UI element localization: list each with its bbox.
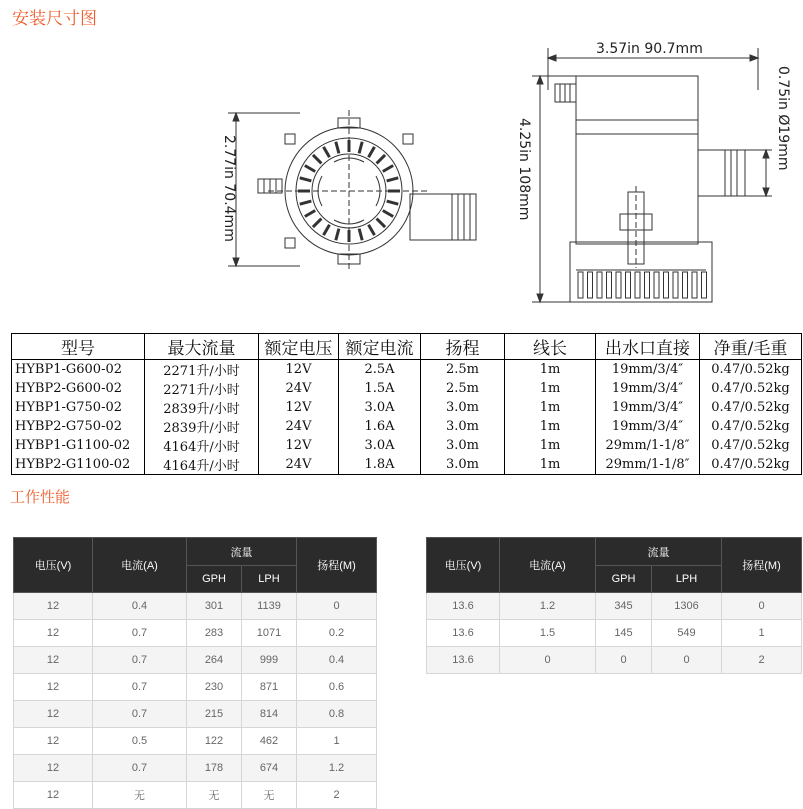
perf-header-gph: GPH (596, 566, 652, 593)
spec-header-cable: 线长 (505, 334, 596, 360)
spec-header-voltage: 额定电压 (259, 334, 339, 360)
perf-cell: 12 (14, 782, 93, 809)
performance-title: 工作性能 (10, 488, 71, 506)
perf-cell: 12 (14, 593, 93, 620)
spec-cell: HYBP2-G750-02 (12, 417, 145, 436)
spec-cell: HYBP2-G600-02 (12, 379, 145, 398)
spec-header-weight: 净重/毛重 (700, 334, 802, 360)
perf-cell: 0.8 (297, 701, 377, 728)
spec-cell: 1m (505, 398, 596, 417)
perf-cell: 1071 (242, 620, 297, 647)
perf-cell: 283 (187, 620, 242, 647)
perf-header-lph: LPH (242, 566, 297, 593)
perf-cell: 2 (722, 647, 802, 674)
spec-cell: 2271升/小时 (145, 360, 259, 380)
spec-cell: 0.47/0.52kg (700, 417, 802, 436)
spec-cell: HYBP1-G1100-02 (12, 436, 145, 455)
perf-cell: 230 (187, 674, 242, 701)
spec-header-current: 额定电流 (339, 334, 421, 360)
perf-row (14, 755, 377, 782)
perf-cell: 301 (187, 593, 242, 620)
spec-cell: 3.0A (339, 436, 421, 455)
perf-row (427, 620, 802, 647)
perf-cell: 1306 (652, 593, 722, 620)
perf-row (14, 647, 377, 674)
spec-cell: 2.5A (339, 360, 421, 380)
perf-cell: 0.5 (93, 728, 187, 755)
spec-table (11, 333, 802, 475)
perf-cell: 0.7 (93, 620, 187, 647)
install-title: 安装尺寸图 (12, 9, 97, 29)
spec-cell: 4164升/小时 (145, 455, 259, 475)
perf-cell: 无 (187, 782, 242, 809)
perf-header-current: 电流(A) (93, 538, 187, 593)
perf-cell: 1 (297, 728, 377, 755)
perf-header-current: 电流(A) (500, 538, 596, 593)
perf-cell: 13.6 (427, 593, 500, 620)
spec-cell: 1.5A (339, 379, 421, 398)
spec-row (12, 360, 802, 380)
perf-cell: 1.5 (500, 620, 596, 647)
spec-row (12, 417, 802, 436)
perf-cell: 145 (596, 620, 652, 647)
perf-row (427, 647, 802, 674)
perf-row (14, 674, 377, 701)
spec-header-model: 型号 (12, 334, 145, 360)
perf-cell: 2 (297, 782, 377, 809)
perf-cell: 0 (297, 593, 377, 620)
perf-cell: 0.7 (93, 674, 187, 701)
dim-height: 4.25in 108mm (516, 118, 532, 221)
spec-cell: 24V (259, 379, 339, 398)
perf-header-flow: 流量 (187, 538, 297, 566)
spec-cell: 12V (259, 360, 339, 380)
spec-cell: 0.47/0.52kg (700, 455, 802, 475)
perf-cell: 12 (14, 647, 93, 674)
perf-cell: 13.6 (427, 620, 500, 647)
perf-row (14, 701, 377, 728)
spec-cell: 19mm/3/4″ (596, 379, 700, 398)
perf-cell: 0.2 (297, 620, 377, 647)
performance-table-right (426, 537, 802, 674)
perf-cell: 12 (14, 755, 93, 782)
perf-row (14, 620, 377, 647)
perf-cell: 13.6 (427, 647, 500, 674)
spec-cell: 1m (505, 360, 596, 380)
perf-cell: 345 (596, 593, 652, 620)
perf-cell: 264 (187, 647, 242, 674)
spec-cell: 3.0m (421, 455, 505, 475)
perf-cell: 12 (14, 701, 93, 728)
spec-cell: 19mm/3/4″ (596, 398, 700, 417)
spec-row (12, 379, 802, 398)
spec-cell: 29mm/1-1/8″ (596, 455, 700, 475)
dim-outlet: 0.75in Ø19mm (775, 66, 791, 171)
perf-row (14, 782, 377, 809)
perf-cell: 0.7 (93, 647, 187, 674)
spec-cell: 1m (505, 436, 596, 455)
perf-cell: 0 (652, 647, 722, 674)
spec-cell: 19mm/3/4″ (596, 417, 700, 436)
perf-header-voltage: 电压(V) (14, 538, 93, 593)
dim-width: 3.57in 90.7mm (596, 41, 703, 57)
spec-cell: HYBP1-G750-02 (12, 398, 145, 417)
perf-cell: 0.7 (93, 701, 187, 728)
spec-cell: 2839升/小时 (145, 417, 259, 436)
perf-header-head: 扬程(M) (297, 538, 377, 593)
perf-cell: 1 (722, 620, 802, 647)
spec-row (12, 455, 802, 475)
spec-cell: 2.5m (421, 360, 505, 380)
spec-cell: 1m (505, 417, 596, 436)
spec-cell: 2839升/小时 (145, 398, 259, 417)
perf-header-gph: GPH (187, 566, 242, 593)
spec-cell: 12V (259, 436, 339, 455)
spec-header-outlet: 出水口直接 (596, 334, 700, 360)
spec-cell: 1.8A (339, 455, 421, 475)
spec-cell: 2.5m (421, 379, 505, 398)
dim-front-height: 2.77in 70.4mm (221, 135, 237, 242)
spec-row (12, 436, 802, 455)
perf-cell: 12 (14, 620, 93, 647)
perf-header-voltage: 电压(V) (427, 538, 500, 593)
perf-cell: 12 (14, 728, 93, 755)
spec-cell: 12V (259, 398, 339, 417)
perf-cell: 0.4 (297, 647, 377, 674)
spec-cell: 24V (259, 417, 339, 436)
performance-table-left (13, 537, 377, 809)
perf-cell: 871 (242, 674, 297, 701)
perf-cell: 0.6 (297, 674, 377, 701)
spec-cell: 3.0m (421, 417, 505, 436)
pump-side-view (532, 48, 772, 302)
spec-header-max-flow: 最大流量 (145, 334, 259, 360)
perf-cell: 178 (187, 755, 242, 782)
spec-cell: 0.47/0.52kg (700, 398, 802, 417)
spec-cell: 0.47/0.52kg (700, 379, 802, 398)
spec-cell: 3.0m (421, 436, 505, 455)
pump-front-view (228, 110, 476, 272)
spec-cell: 1.6A (339, 417, 421, 436)
spec-header-head: 扬程 (421, 334, 505, 360)
perf-cell: 814 (242, 701, 297, 728)
perf-cell: 122 (187, 728, 242, 755)
perf-header-flow: 流量 (596, 538, 722, 566)
perf-row (427, 593, 802, 620)
perf-cell: 0.4 (93, 593, 187, 620)
perf-cell: 无 (242, 782, 297, 809)
spec-cell: 3.0A (339, 398, 421, 417)
spec-cell: 2271升/小时 (145, 379, 259, 398)
perf-cell: 0 (722, 593, 802, 620)
spec-cell: 24V (259, 455, 339, 475)
spec-row (12, 398, 802, 417)
spec-cell: HYBP2-G1100-02 (12, 455, 145, 475)
spec-cell: 1m (505, 379, 596, 398)
perf-cell: 0.7 (93, 755, 187, 782)
perf-cell: 674 (242, 755, 297, 782)
perf-cell: 1.2 (297, 755, 377, 782)
spec-cell: 29mm/1-1/8″ (596, 436, 700, 455)
perf-cell: 0 (500, 647, 596, 674)
spec-cell: HYBP1-G600-02 (12, 360, 145, 380)
perf-row (14, 728, 377, 755)
spec-cell: 3.0m (421, 398, 505, 417)
perf-cell: 462 (242, 728, 297, 755)
perf-header-lph: LPH (652, 566, 722, 593)
spec-cell: 0.47/0.52kg (700, 360, 802, 380)
spec-cell: 1m (505, 455, 596, 475)
spec-cell: 0.47/0.52kg (700, 436, 802, 455)
perf-cell: 无 (93, 782, 187, 809)
spec-cell: 4164升/小时 (145, 436, 259, 455)
perf-cell: 0 (596, 647, 652, 674)
perf-cell: 215 (187, 701, 242, 728)
perf-header-head: 扬程(M) (722, 538, 802, 593)
perf-cell: 1139 (242, 593, 297, 620)
perf-cell: 12 (14, 674, 93, 701)
perf-cell: 999 (242, 647, 297, 674)
perf-row (14, 593, 377, 620)
installation-drawing (0, 0, 803, 330)
spec-cell: 19mm/3/4″ (596, 360, 700, 380)
perf-cell: 549 (652, 620, 722, 647)
perf-cell: 1.2 (500, 593, 596, 620)
